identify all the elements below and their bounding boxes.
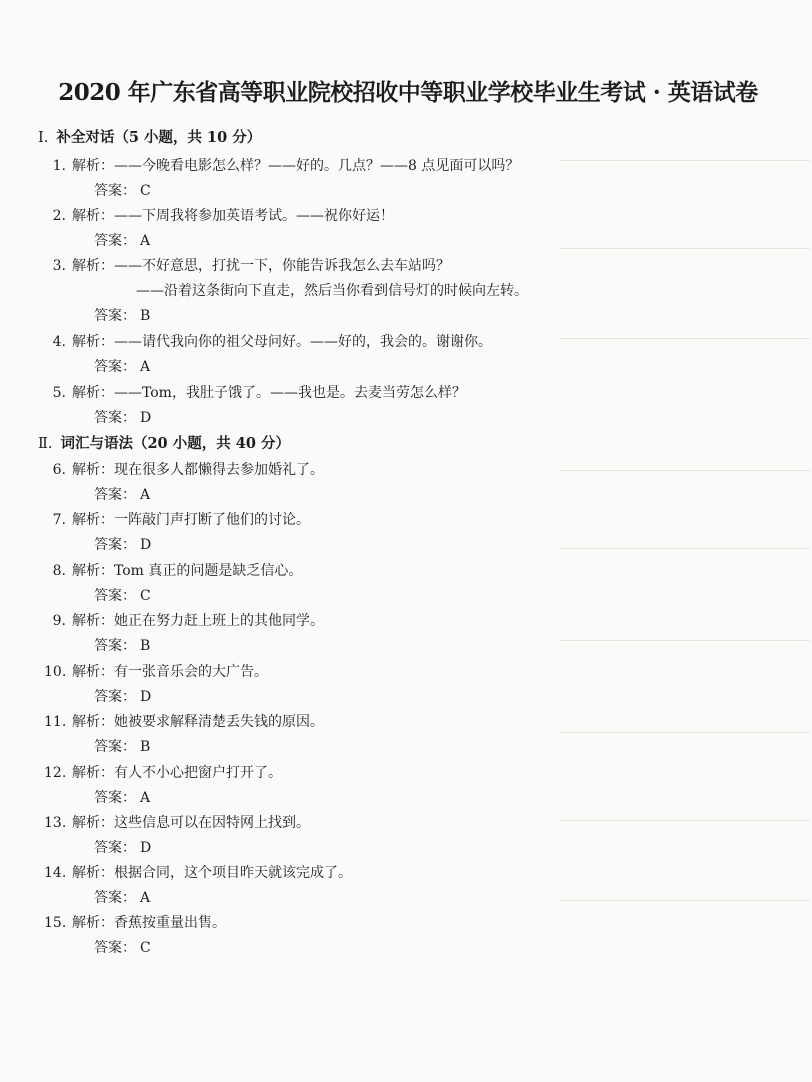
answer-label: 答案：: [94, 183, 136, 199]
section-2-heading: [38, 432, 290, 453]
answer-value: C: [140, 588, 151, 604]
answer-row: [94, 637, 150, 655]
question-number: 10.: [44, 664, 67, 680]
answer-row: [94, 889, 150, 907]
answer-value: A: [140, 890, 151, 906]
question-analysis-row: [44, 207, 394, 225]
answer-label: 答案：: [94, 840, 136, 856]
answer-row: [94, 688, 151, 706]
question-analysis-row: [44, 461, 324, 479]
section-1-label: 补全对话（5 小题，共 10 分）: [56, 129, 262, 146]
analysis-label: 解析：: [72, 613, 114, 629]
question-number: 7.: [52, 512, 66, 528]
answer-value: A: [140, 487, 151, 503]
answer-value: C: [140, 940, 151, 956]
answer-row: [94, 587, 151, 605]
answer-value: D: [140, 689, 152, 705]
analysis-label: 解析：: [72, 563, 114, 579]
question-analysis-row: [136, 282, 528, 300]
analysis-label: 解析：: [72, 258, 114, 274]
analysis-text: 有人不小心把窗户打开了。: [114, 765, 282, 781]
analysis-label: 解析：: [72, 334, 114, 350]
bleed-through-line: [560, 732, 810, 733]
answer-label: 答案：: [94, 739, 136, 755]
question-number: 3.: [52, 258, 66, 274]
question-number: 11.: [44, 714, 67, 730]
answer-label: 答案：: [94, 537, 136, 553]
bleed-through-line: [560, 820, 810, 821]
answer-label: 答案：: [94, 689, 136, 705]
analysis-label: 解析：: [72, 714, 114, 730]
section-1-heading: [38, 126, 261, 147]
bleed-through-line: [560, 470, 810, 471]
answer-value: A: [140, 790, 151, 806]
answer-row: [94, 486, 150, 504]
question-number: 9.: [52, 613, 66, 629]
question-number: 4.: [52, 334, 66, 350]
answer-value: B: [140, 739, 151, 755]
bleed-through-line: [560, 160, 810, 161]
answer-value: B: [140, 638, 151, 654]
answer-label: 答案：: [94, 359, 136, 375]
answer-label: 答案：: [94, 638, 136, 654]
page-title: 2020 年广东省高等职业院校招收中等职业学校毕业生考试 · 英语试卷: [58, 79, 758, 106]
question-analysis-row: [44, 814, 310, 832]
answer-label: 答案：: [94, 233, 136, 249]
question-analysis-row: [44, 864, 352, 882]
answer-row: [94, 738, 150, 756]
question-analysis-row: [44, 257, 450, 275]
answer-row: [94, 232, 150, 250]
section-2-label: 词汇与语法（20 小题，共 40 分）: [60, 435, 290, 452]
section-2-number: Ⅱ.: [38, 436, 53, 452]
answer-row: [94, 409, 151, 427]
answer-row: [94, 358, 150, 376]
question-analysis-row: [44, 914, 226, 932]
question-analysis-row: [44, 562, 302, 580]
analysis-text: ——下周我将参加英语考试。——祝你好运！: [114, 208, 394, 224]
answer-row: [94, 839, 151, 857]
analysis-text: 一阵敲门声打断了他们的讨论。: [114, 512, 310, 528]
bleed-through-line: [560, 248, 810, 249]
analysis-text: Tom 真正的问题是缺乏信心。: [114, 563, 303, 579]
answer-value: D: [140, 537, 152, 553]
analysis-text: 现在很多人都懒得去参加婚礼了。: [114, 462, 324, 478]
analysis-text: ——今晚看电影怎么样？——好的。几点？——8 点见面可以吗？: [114, 158, 520, 174]
question-analysis-row: [44, 157, 519, 175]
section-1-number: Ⅰ.: [38, 130, 49, 146]
question-analysis-row: [44, 612, 324, 630]
analysis-label: 解析：: [72, 765, 114, 781]
question-number: 5.: [52, 385, 66, 401]
question-number: 13.: [44, 815, 67, 831]
analysis-text: ——请代我向你的祖父母问好。——好的，我会的。谢谢你。: [114, 334, 492, 350]
question-number: 15.: [44, 915, 67, 931]
question-analysis-row: [44, 663, 268, 681]
analysis-text: 她被要求解释清楚丢失钱的原因。: [114, 714, 324, 730]
analysis-text: 有一张音乐会的大广告。: [114, 664, 268, 680]
answer-row: [94, 182, 151, 200]
question-analysis-row: [44, 384, 466, 402]
analysis-text: 她正在努力赶上班上的其他同学。: [114, 613, 324, 629]
question-analysis-row: [44, 713, 324, 731]
bleed-through-line: [560, 338, 810, 339]
answer-row: [94, 789, 150, 807]
question-number: 8.: [52, 563, 66, 579]
analysis-label: 解析：: [72, 915, 114, 931]
analysis-label: 解析：: [72, 664, 114, 680]
question-analysis-row: [44, 511, 310, 529]
answer-value: C: [140, 183, 151, 199]
question-number: 2.: [52, 208, 66, 224]
analysis-label: 解析：: [72, 815, 114, 831]
answer-label: 答案：: [94, 410, 136, 426]
analysis-text: ——沿着这条街向下直走，然后当你看到信号灯的时候向左转。: [136, 283, 528, 299]
analysis-label: 解析：: [72, 385, 114, 401]
analysis-text: 这些信息可以在因特网上找到。: [114, 815, 310, 831]
answer-value: A: [140, 359, 151, 375]
analysis-label: 解析：: [72, 158, 114, 174]
analysis-label: 解析：: [72, 865, 114, 881]
answer-label: 答案：: [94, 790, 136, 806]
analysis-text: 根据合同，这个项目昨天就该完成了。: [114, 865, 352, 881]
question-number: 6.: [52, 462, 66, 478]
analysis-label: 解析：: [72, 512, 114, 528]
question-number: 1.: [52, 158, 66, 174]
answer-label: 答案：: [94, 588, 136, 604]
analysis-label: 解析：: [72, 208, 114, 224]
bleed-through-line: [560, 548, 810, 549]
analysis-label: 解析：: [72, 462, 114, 478]
answer-row: [94, 536, 151, 554]
answer-value: D: [140, 410, 152, 426]
answer-value: B: [140, 308, 151, 324]
question-analysis-row: [44, 764, 282, 782]
answer-label: 答案：: [94, 308, 136, 324]
answer-label: 答案：: [94, 487, 136, 503]
question-number: 14.: [44, 865, 67, 881]
answer-label: 答案：: [94, 940, 136, 956]
answer-value: D: [140, 840, 152, 856]
answer-row: [94, 307, 150, 325]
analysis-text: 香蕉按重量出售。: [114, 915, 226, 931]
analysis-text: ——不好意思，打扰一下，你能告诉我怎么去车站吗？: [114, 258, 450, 274]
bleed-through-line: [560, 640, 810, 641]
answer-row: [94, 939, 151, 957]
question-analysis-row: [44, 333, 492, 351]
analysis-text: ——Tom，我肚子饿了。——我也是。去麦当劳怎么样？: [114, 385, 466, 401]
bleed-through-line: [560, 900, 810, 901]
answer-label: 答案：: [94, 890, 136, 906]
answer-value: A: [140, 233, 151, 249]
question-number: 12.: [44, 765, 67, 781]
